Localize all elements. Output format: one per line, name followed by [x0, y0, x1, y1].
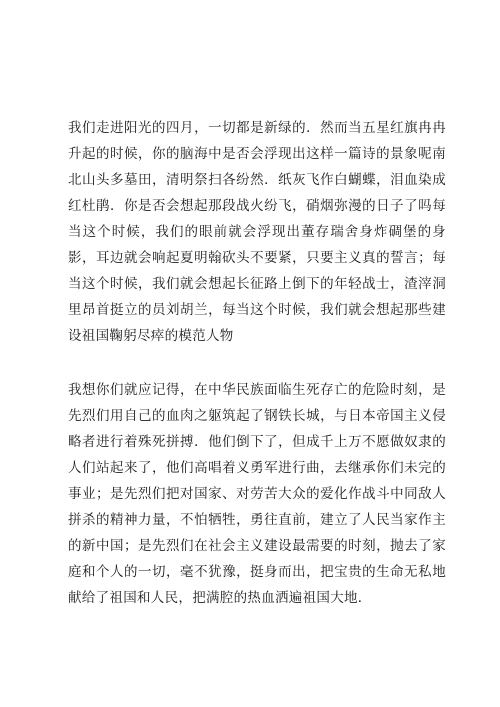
paragraph-1: 我们走进阳光的四月，一切都是新绿的．然而当五星红旗冉冉升起的时候，你的脑海中是否会浮现出这样一篇诗的景象呢南北山头多墓田，清明祭扫各纷然．纸灰飞作白蝴蝶，泪血染成红杜鹃．你是否会想起那段战火纷飞，硝烟弥漫的日子了吗每当这个时候，我们的眼前就会浮现出董存瑞舍身炸碉堡的身影，耳边就会响起夏明翰砍头不要紧，只要主义真的誓言；每当这个时候，我们就会想起长征路上倒下的年轻战士，渣滓洞里昂首挺立的员刘胡兰，每当这个时候，我们就会想起那些建设祖国鞠躬尽瘁的模范人物	[68, 120, 446, 344]
paragraph-2: 我想你们就应记得，在中华民族面临生死存亡的危险时刻，是先烈们用自己的血肉之躯筑起了钢铁长城，与日本帝国主义侵略者进行着殊死拼搏．他们倒下了，但成千上万不愿做奴隶的人们站起来了，他们高唱着义勇军进行曲，去继承你们未完的事业；是先烈们把对国家、对劳苦大众的爱化作战斗中同敌人拼杀的精神力量，不怕牺牲，勇往直前，建立了人民当家作主的新中国；是先烈们在社会主义建设最需要的时刻，抛去了家庭和个人的一切，毫不犹豫，挺身而出，把宝贵的生命无私地献给了祖国和人民，把满腔的热血洒遍祖国大地．	[68, 382, 446, 606]
